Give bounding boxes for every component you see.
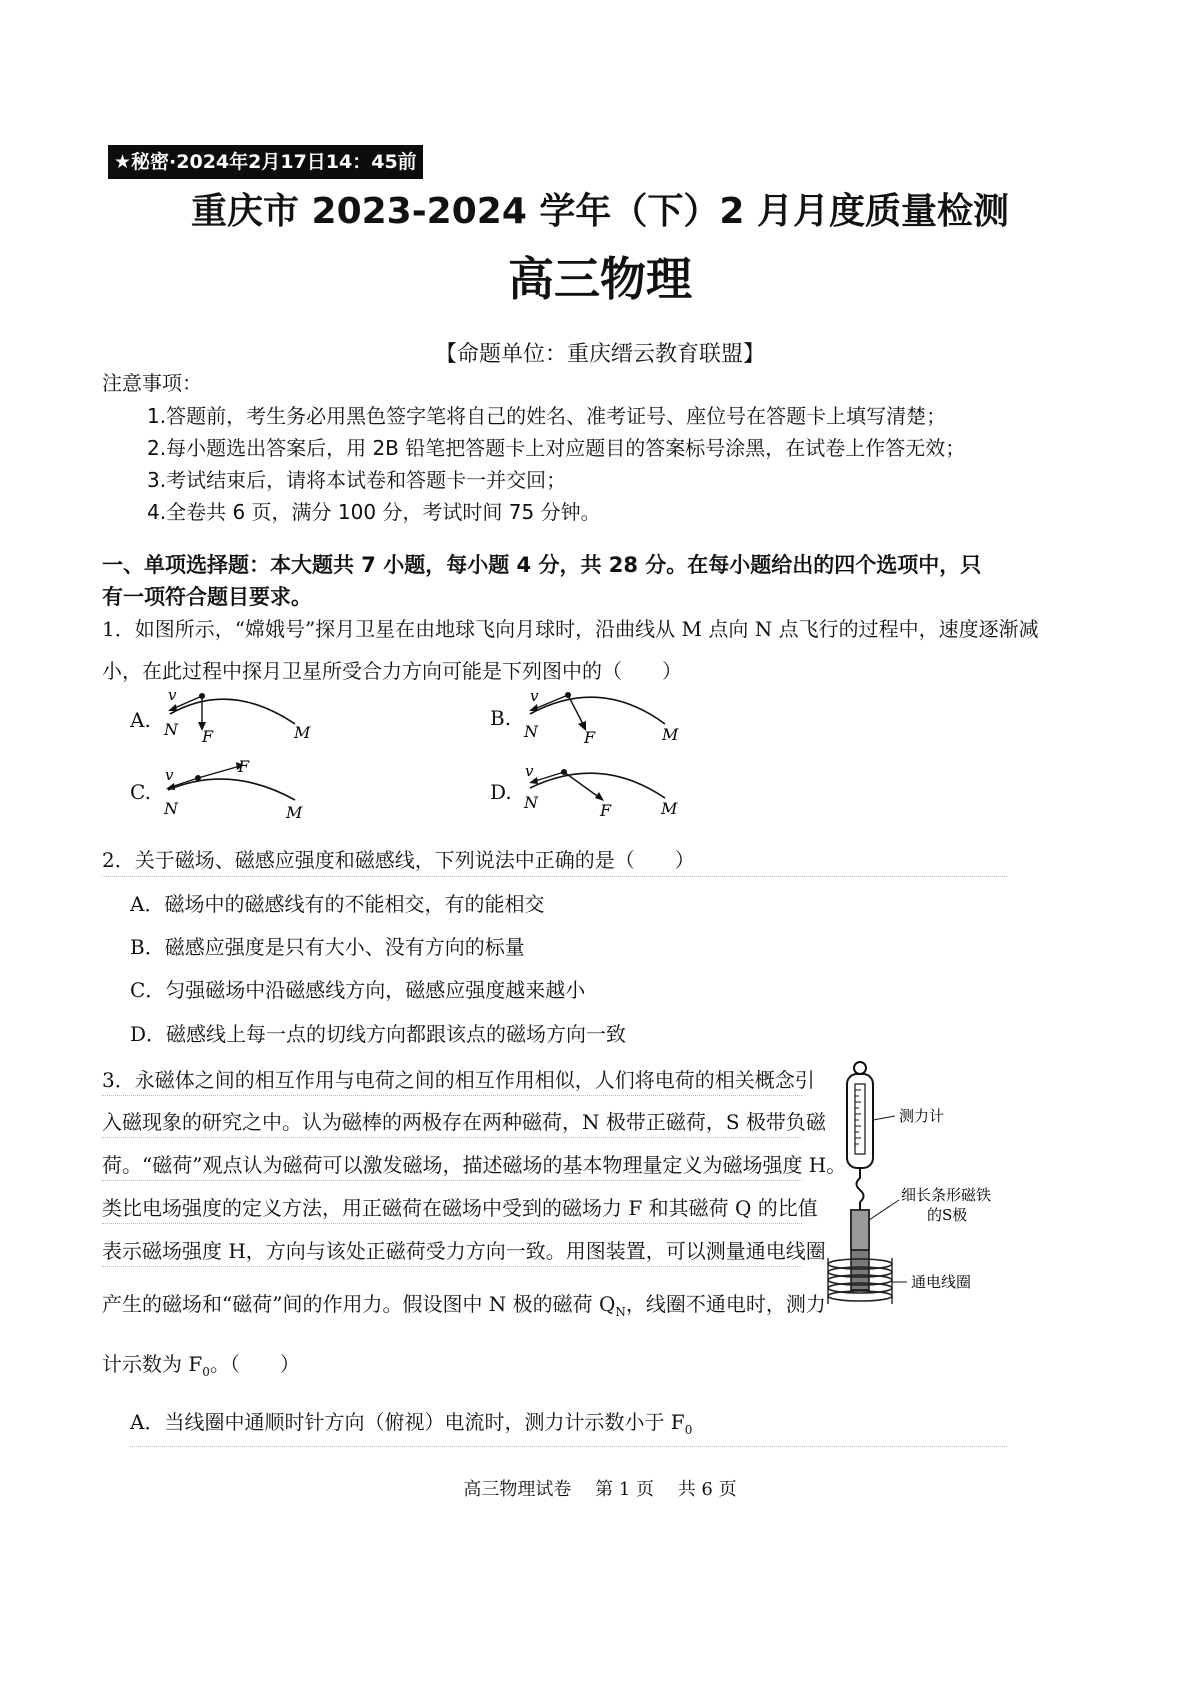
- force-label: F: [584, 728, 596, 747]
- force-label: F: [202, 727, 214, 746]
- point-n-label: N: [524, 793, 538, 812]
- q1-option-d-label[interactable]: D.: [490, 780, 512, 804]
- confidential-badge: ★秘密·2024年2月17日14：45前: [108, 145, 423, 179]
- divider: [102, 876, 1007, 877]
- divider: [102, 1223, 802, 1224]
- coil-label: 通电线圈: [911, 1273, 972, 1291]
- point-n-label: N: [164, 799, 178, 818]
- q1-option-b-label[interactable]: B.: [490, 706, 512, 730]
- q3-apparatus-figure: [815, 1060, 1015, 1320]
- divider: [130, 1446, 1007, 1447]
- q3-line1: 3．永磁体之间的相互作用与电荷之间的相互作用相似，人们将电荷的相关概念引: [102, 1068, 815, 1092]
- q2-stem: 2．关于磁场、磁感应强度和磁感线，下列说法中正确的是（ ）: [102, 848, 695, 872]
- point-m-label: M: [661, 799, 678, 818]
- point-m-label: M: [662, 725, 679, 744]
- divider: [102, 1180, 802, 1181]
- section-heading-line1: 一、单项选择题：本大题共 7 小题，每小题 4 分，共 28 分。在每小题给出的四个选项中，只: [102, 553, 982, 577]
- velocity-label: v: [168, 686, 177, 704]
- divider: [102, 1137, 802, 1138]
- exam-title: 重庆市 2023-2024 学年（下）2 月月度质量检测: [191, 191, 1009, 232]
- q3-option-a[interactable]: A．当线圈中通顺时针方向（俯视）电流时，测力计示数小于 $F_0$: [130, 1410, 693, 1437]
- q1-option-c-label[interactable]: C.: [130, 780, 151, 804]
- meter-label: 测力计: [899, 1107, 945, 1125]
- divider: [102, 1095, 802, 1096]
- q3-line7: 计示数为 $F_0$。（ ）: [102, 1352, 300, 1379]
- divider: [102, 1266, 802, 1267]
- point-n-label: N: [164, 720, 178, 739]
- q1-option-b-diagram: [520, 686, 700, 748]
- notice-item-3: 3.考试结束后，请将本试卷和答题卡一并交回；: [147, 468, 567, 492]
- magnet-label-line1: 细长条形磁铁: [901, 1186, 992, 1204]
- q3-line5: 表示磁场强度 H，方向与该处正磁荷受力方向一致。用图装置，可以测量通电线圈: [102, 1239, 826, 1263]
- velocity-label: v: [525, 762, 534, 780]
- velocity-label: v: [530, 687, 539, 705]
- page-footer: 高三物理试卷 第 1 页 共 6 页: [463, 1479, 737, 1500]
- q1-stem-line1: 1．如图所示，“嫦娥号”探月卫星在由地球飞向月球时，沿曲线从 M 点向 N 点飞行的过程中，速度逐渐减: [102, 617, 1039, 641]
- q3-line2: 入磁现象的研究之中。认为磁棒的两极存在两种磁荷，N 极带正磁荷，S 极带负磁: [102, 1110, 826, 1134]
- q2-option-a[interactable]: A．磁场中的磁感线有的不能相交，有的能相交: [130, 892, 545, 916]
- subject-title: 高三物理: [508, 252, 692, 306]
- force-label: F: [238, 758, 250, 776]
- q2-option-b[interactable]: B．磁感应强度是只有大小、没有方向的标量: [130, 935, 525, 959]
- point-n-label: N: [524, 722, 538, 741]
- q1-stem-line2: 小，在此过程中探月卫星所受合力方向可能是下列图中的（ ）: [102, 659, 682, 683]
- q3-line3: 荷。“磁荷”观点认为磁荷可以激发磁场，描述磁场的基本物理量定义为磁场强度 H。: [102, 1153, 847, 1177]
- force-label: F: [600, 801, 612, 820]
- q1-option-a-diagram: [160, 686, 330, 748]
- notice-item-4: 4.全卷共 6 页，满分 100 分，考试时间 75 分钟。: [147, 500, 601, 524]
- magnet-label-line2: 的S极: [927, 1206, 968, 1224]
- q1-option-c-diagram: [160, 758, 330, 822]
- point-m-label: M: [286, 803, 303, 822]
- setter-unit: 【命题单位：重庆缙云教育联盟】: [434, 342, 765, 367]
- q1-option-d-diagram: [520, 758, 700, 822]
- q1-option-a-label[interactable]: A.: [130, 708, 151, 732]
- notice-item-1: 1.答题前，考生务必用黑色签字笔将自己的姓名、准考证号、座位号在答题卡上填写清楚；: [147, 404, 947, 428]
- point-m-label: M: [294, 723, 311, 742]
- q3-line4: 类比电场强度的定义方法，用正磁荷在磁场中受到的磁场力 F 和其磁荷 Q 的比值: [102, 1196, 818, 1220]
- q3-line6: 产生的磁场和“磁荷”间的作用力。假设图中 N 极的磁荷 $Q_N$，线圈不通电时，测力: [102, 1292, 826, 1319]
- q2-option-c[interactable]: C．匀强磁场中沿磁感线方向，磁感应强度越来越小: [130, 978, 586, 1002]
- section-heading-line2: 有一项符合题目要求。: [102, 585, 312, 609]
- notice-item-2: 2.每小题选出答案后，用 2B 铅笔把答题卡上对应题目的答案标号涂黑，在试卷上作答无效；: [147, 436, 966, 460]
- notice-heading: 注意事项：: [102, 371, 202, 395]
- velocity-label: v: [165, 766, 174, 784]
- q2-option-d[interactable]: D．磁感线上每一点的切线方向都跟该点的磁场方向一致: [130, 1022, 627, 1046]
